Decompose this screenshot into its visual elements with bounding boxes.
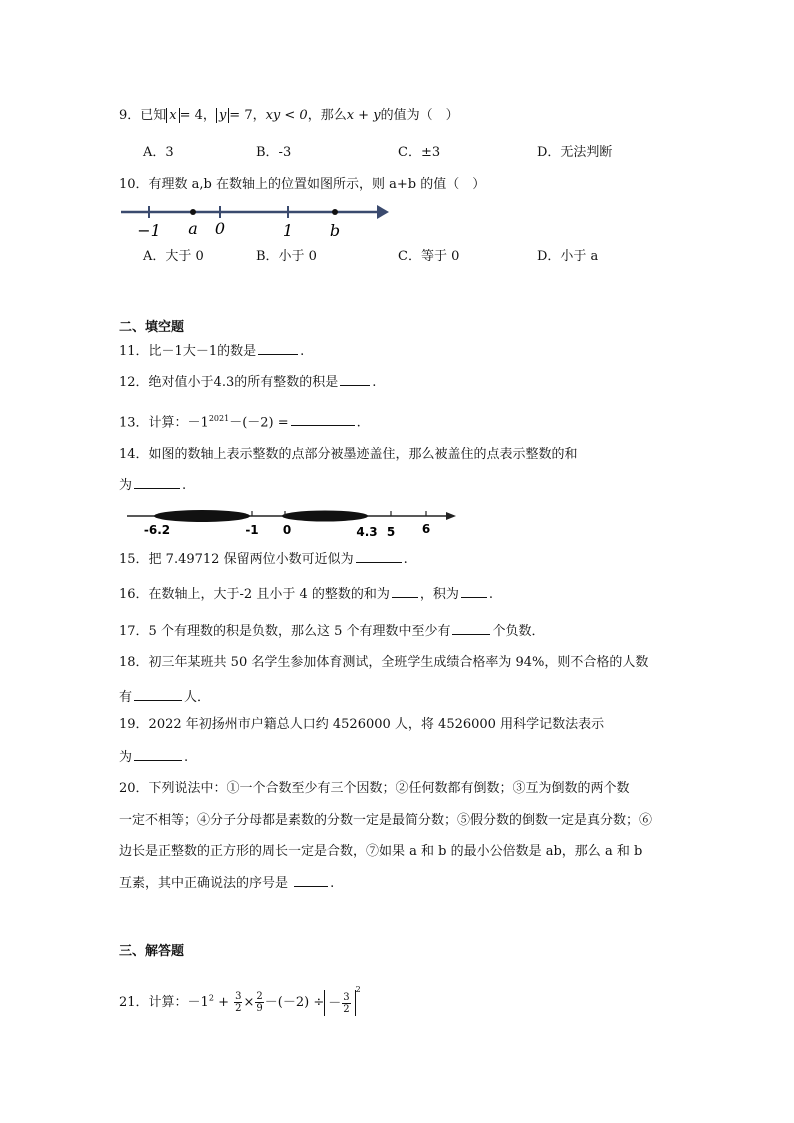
q9-text-a: 已知 [140,108,167,123]
q21-fraction-3: $\frac{3}{2}$ [343,992,350,1015]
question-13: 13．计算：$-1^{2021}-(-2)$ = . [119,414,361,431]
q10-option-a[interactable]: A．大于 0 [143,249,204,264]
q10-label-neg1: −1 [137,221,161,240]
q21-exp1: 2 [208,993,214,1003]
question-20-line2: 一定不相等；④分子分母都是素数的分数一定是最简分数；⑤假分数的倒数一定是真分数；⑥ [119,813,653,828]
q20-prefix: 互素，其中正确说法的序号是 [119,876,289,891]
question-17 [119,622,545,641]
q14-label-4-3: 4.3 [356,525,378,539]
q10-option-b[interactable]: B．小于 0 [256,249,317,264]
q14-ink-blot-left [154,510,250,522]
q21-fraction-1: $\frac{3}{2}$ [235,991,242,1014]
q12-text: 12．绝对值小于4.3的所有整数的积是 [119,375,339,390]
question-20-line3: 边长是正整数的正方形的周长一定是合数，⑦如果 a 和 b 的最小公倍数是 ab，那么 a 和 b [119,844,643,859]
question-9 [119,107,459,125]
q18-answer-blank[interactable] [134,688,182,701]
question-14-line1: 14．如图的数轴上表示整数的点部分被墨迹盖住，那么被盖住的点表示整数的和 [119,447,578,462]
q10-label-b: b [329,221,341,240]
q10-number-line [119,200,394,242]
q15-text: 15．把 7.49712 保留两位小数可近似为 [119,552,354,567]
q21-prefix: 21．计算：－1 [119,995,209,1010]
q14-label-6: 6 [421,522,431,536]
question-12: 12．绝对值小于4.3的所有整数的积是 . [119,375,377,390]
question-19-line2: 为 . [119,750,189,765]
q13-rest: －(－2) = [229,415,289,431]
q14-label-0: 0 [282,523,292,537]
q16-text-a: 16．在数轴上，大于-2 且小于 4 的整数的和为 [119,587,390,602]
q14-number-line [125,502,460,540]
question-18-line2 [119,688,210,707]
q10-option-d[interactable]: D．小于 a [537,249,599,264]
q12-answer-blank[interactable] [340,373,370,386]
q10-point-b [332,209,338,215]
q9-abs-x: x [166,108,179,123]
q11-text: 11．比－1大－1的数是 [119,344,257,359]
question-10: 10．有理数 a,b 在数轴上的位置如图所示，则 a+b 的值（ ） [119,177,486,192]
q14-prefix: 为 [119,478,133,493]
question-14-line2: 为 . [119,478,187,493]
q10-label-0: 0 [214,219,226,238]
q18-prefix: 有 [119,690,133,705]
q14-ink-blot-right [282,511,368,522]
q10-label-1: 1 [282,221,294,240]
q13-prefix: 13．计算：－1 [119,415,209,431]
question-18-line1: 18．初三年某班共 50 名学生参加体育测试，全班学生成绩合格率为 94%，则不合格的人数 [119,655,649,670]
q21-middle: －(－2) ÷ [264,995,325,1010]
q14-label-neg6-2: -6.2 [143,523,171,537]
q21-absolute-value: － $\frac{3}{2}$ [324,990,355,1016]
q9-abs-y: y [216,108,229,123]
question-19-line1: 19．2022 年初扬州市户籍总人口约 4526000 人，将 4526000 用科学记数法表示 [119,717,605,732]
q9-text-c: 的值为（ ） [380,108,459,123]
section-fill-in-title: 二、填空题 [119,320,185,335]
q21-plus: + [218,995,229,1010]
q14-axis-arrow [446,512,456,520]
q16-product-blank[interactable] [461,585,487,598]
q20-answer-blank[interactable] [294,874,328,887]
q18-suffix: 人． [184,690,211,705]
q15-answer-blank[interactable] [356,550,402,563]
q14-label-5: 5 [386,525,396,539]
q9-option-c[interactable]: C．±3 [398,145,441,160]
question-20-line1: 20．下列说法中：①一个合数至少有三个因数；②任何数都有倒数；③互为倒数的两个数 [119,781,630,796]
q13-exponent: 2021 [208,414,230,423]
q17-text-b: 个负数． [492,624,545,639]
q9-condition: xy < 0 [265,108,308,123]
q21-exp2: 2 [355,985,361,994]
section-solve-title: 三、解答题 [119,944,185,959]
q11-answer-blank[interactable] [258,342,298,355]
q19-answer-blank[interactable] [134,748,182,761]
q10-label-a: a [188,219,198,238]
q9-option-b[interactable]: B．-3 [256,145,292,160]
q14-label-neg1: -1 [245,523,259,537]
question-21 [119,976,361,1017]
question-20-line4: 互素，其中正确说法的序号是 . [119,876,335,891]
q17-text-a: 17．5 个有理数的积是负数，那么这 5 个有理数中至少有 [119,624,451,639]
q13-answer-blank[interactable] [291,413,355,426]
q14-answer-blank[interactable] [134,476,180,489]
q16-sum-blank[interactable] [392,585,418,598]
q9-option-d[interactable]: D．无法判断 [537,145,613,160]
q9-number: 9． [119,108,141,123]
question-11: 11．比－1大－1的数是 . [119,344,305,359]
q10-option-c[interactable]: C．等于 0 [398,249,460,264]
q17-answer-blank[interactable] [452,622,490,635]
q9-expression: x + y [346,108,381,123]
question-16: 16．在数轴上，大于-2 且小于 4 的整数的和为 ，积为 . [119,587,494,602]
q9-option-a[interactable]: A．3 [143,145,174,160]
q9-text-b: ，那么 [307,108,347,123]
question-15: 15．把 7.49712 保留两位小数可近似为 . [119,552,408,567]
q9-eq2: = 7， [229,108,266,123]
q21-fraction-2: $\frac{2}{9}$ [256,991,263,1014]
q16-text-b: ，积为 [419,587,459,602]
q9-eq1: = 4， [179,108,216,123]
q19-prefix: 为 [119,750,133,765]
q21-times: × [243,995,255,1010]
q10-point-a [190,209,196,215]
q10-axis-arrow [377,205,389,219]
